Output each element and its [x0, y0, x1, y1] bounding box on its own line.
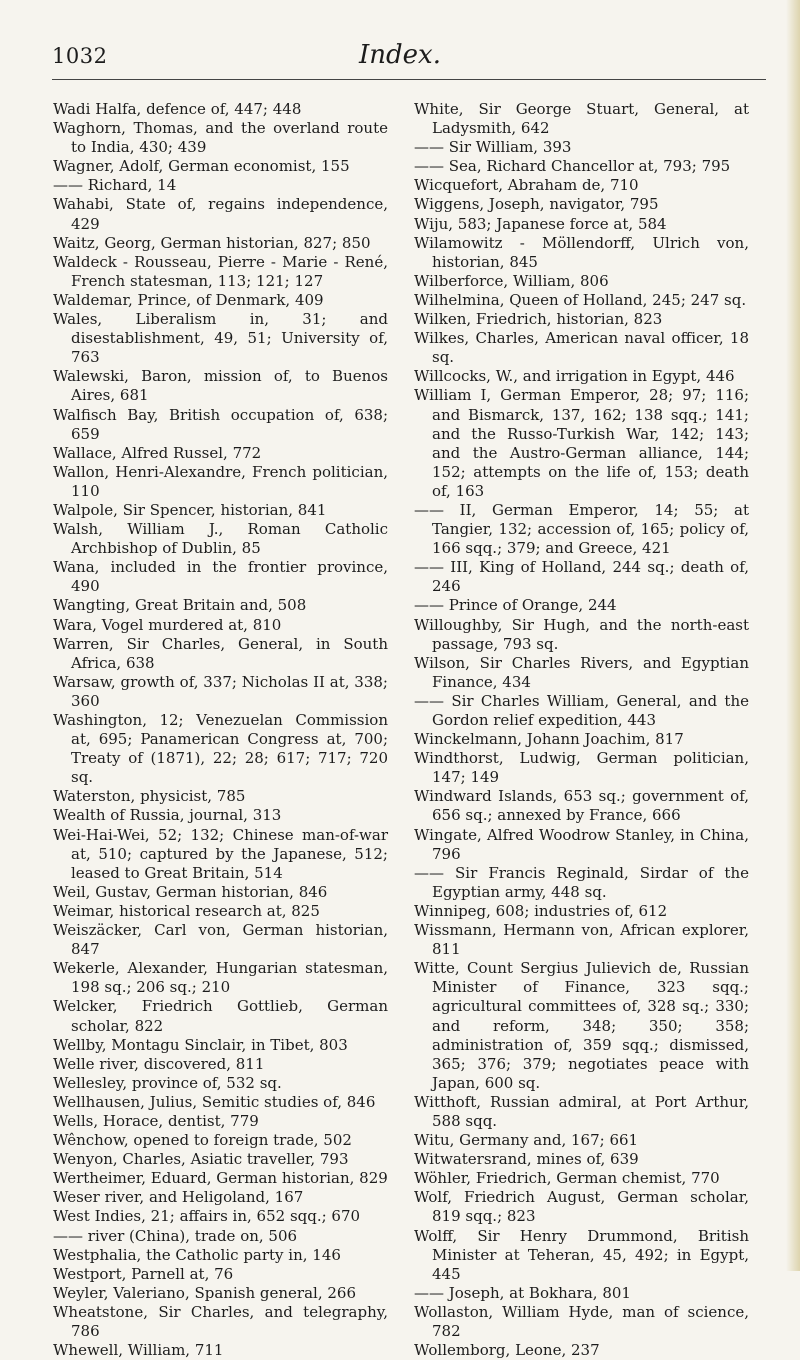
header-rule — [52, 79, 766, 80]
index-entry: Walewski, Baron, mission of, to Buenos Aires, 681 — [53, 367, 388, 405]
index-entry: Walfisch Bay, British occupation of, 638; 659 — [53, 405, 388, 443]
index-entry: Wênchow, opened to foreign trade, 502 — [53, 1131, 352, 1150]
index-entry: —— Richard, 14 — [53, 176, 177, 195]
index-entry: —— Sir William, 393 — [414, 138, 572, 157]
index-entry: Wertheimer, Eduard, German historian, 829 — [53, 1169, 388, 1188]
index-entry: Witte, Count Sergius Julievich de, Russian Minister of Finance, 323 sqq.; agricultural committees of, 328 sq.; 330; and reform, 348; 350; 358; administration of, 359 sqq.; dismissed, 365; 376; 379; negotiates peace with Japan, 600 sq. — [414, 959, 749, 1092]
index-entry: Walsh, William J., Roman Catholic Archbishop of Dublin, 85 — [53, 520, 388, 558]
index-entry: Wangting, Great Britain and, 508 — [53, 596, 307, 615]
index-entry: Wilhelmina, Queen of Holland, 245; 247 sq. — [414, 290, 747, 309]
index-entry: Witwatersrand, mines of, 639 — [414, 1150, 639, 1169]
index-entry: Wells, Horace, dentist, 779 — [53, 1111, 259, 1130]
index-entry: Welle river, discovered, 811 — [53, 1054, 265, 1073]
index-entry: Wana, included in the frontier province, 490 — [53, 558, 388, 596]
index-entry: White, Sir George Stuart, General, at Ladysmith, 642 — [414, 100, 749, 138]
index-entry: Wara, Vogel murdered at, 810 — [53, 615, 282, 634]
index-entry: Waitz, Georg, German historian, 827; 850 — [53, 233, 371, 252]
index-entry: Witu, Germany and, 167; 661 — [414, 1131, 639, 1150]
index-entry: Wheatstone, Sir Charles, and telegraphy, 786 — [53, 1302, 388, 1340]
index-entry: Waterston, physicist, 785 — [53, 787, 246, 806]
index-entry: Warsaw, growth of, 337; Nicholas II at, 338; 360 — [53, 672, 388, 710]
index-entry: —— Prince of Orange, 244 — [414, 596, 617, 615]
index-column-right — [414, 100, 749, 1360]
index-entry: Westport, Parnell at, 76 — [53, 1264, 234, 1283]
index-column-left — [53, 100, 388, 1360]
index-entry: Wöhler, Friedrich, German chemist, 770 — [414, 1169, 720, 1188]
index-entry: —— river (China), trade on, 506 — [53, 1226, 298, 1245]
page-number: 1032 — [52, 44, 108, 68]
index-entry: Wealth of Russia, journal, 313 — [53, 806, 282, 825]
index-entry: Whewell, William, 711 — [53, 1341, 224, 1360]
index-entry: Winnipeg, 608; industries of, 612 — [414, 901, 668, 920]
index-entry: Wilken, Friedrich, historian, 823 — [414, 310, 663, 329]
index-entry: —— Sir Charles William, General, and the Gordon relief expedition, 443 — [414, 691, 749, 729]
index-entry: —— Joseph, at Bokhara, 801 — [414, 1283, 631, 1302]
index-entry: —— Sir Francis Reginald, Sirdar of the Egyptian army, 448 sq. — [414, 863, 749, 901]
index-entry: Wilkes, Charles, American naval officer, 18 sq. — [414, 329, 749, 367]
index-entry: Wadi Halfa, defence of, 447; 448 — [53, 100, 302, 118]
index-entry: Wellby, Montagu Sinclair, in Tibet, 803 — [53, 1035, 348, 1054]
index-entry: Wiggens, Joseph, navigator, 795 — [414, 195, 659, 214]
index-entry: —— Sea, Richard Chancellor at, 793; 795 — [414, 157, 731, 176]
index-entry: Wollaston, William Hyde, man of science, 782 — [414, 1302, 749, 1340]
index-entry: William I, German Emperor, 28; 97; 116; and Bismarck, 137, 162; 138 sqq.; 141; and the Russo-Turkish War, 142; 143; and the Austro-German alliance, 144; 152; attempts on the life of, 153; death of, 163 — [414, 386, 749, 500]
index-entry: Weyler, Valeriano, Spanish general, 266 — [53, 1283, 356, 1302]
index-entry: Wallon, Henri-Alexandre, French politician, 110 — [53, 462, 388, 500]
index-entry: West Indies, 21; affairs in, 652 sqq.; 670 — [53, 1207, 361, 1226]
index-entry: Waghorn, Thomas, and the overland route to India, 430; 439 — [53, 119, 388, 157]
index-entry: —— III, King of Holland, 244 sq.; death of, 246 — [414, 558, 749, 596]
index-entry: Warren, Sir Charles, General, in South Africa, 638 — [53, 634, 388, 672]
index-entry: Windthorst, Ludwig, German politician, 147; 149 — [414, 749, 749, 787]
index-entry: —— II, German Emperor, 14; 55; at Tangier, 132; accession of, 165; policy of, 166 sqq.; 379; and Greece, 421 — [414, 500, 749, 558]
index-entry: Wagner, Adolf, German economist, 155 — [53, 157, 350, 176]
index-entry: Wissmann, Hermann von, African explorer, 811 — [414, 921, 749, 959]
index-entry: Witthoft, Russian admiral, at Port Arthur, 588 sqq. — [414, 1092, 749, 1130]
index-entry: Wahabi, State of, regains independence, 429 — [53, 195, 388, 233]
index-entry: Waldemar, Prince, of Denmark, 409 — [53, 290, 324, 309]
index-entry: Willcocks, W., and irrigation in Egypt, 446 — [414, 367, 735, 386]
index-entry: Wilson, Sir Charles Rivers, and Egyptian Finance, 434 — [414, 653, 749, 691]
page-edge-shadow — [786, 0, 800, 1271]
index-entry: Wallace, Alfred Russel, 772 — [53, 443, 262, 462]
index-entry: Winckelmann, Johann Joachim, 817 — [414, 730, 684, 749]
index-entry: Wei-Hai-Wei, 52; 132; Chinese man-of-war at, 510; captured by the Japanese, 512; leased to Great Britain, 514 — [53, 825, 388, 882]
index-entry: Westphalia, the Catholic party in, 146 — [53, 1245, 341, 1264]
index-entry: Wiju, 583; Japanese force at, 584 — [414, 214, 667, 233]
index-entry: Weil, Gustav, German historian, 846 — [53, 882, 328, 901]
index-entry: Wilamowitz - Möllendorff, Ulrich von, historian, 845 — [414, 233, 749, 271]
index-entry: Wolff, Sir Henry Drummond, British Minister at Teheran, 45, 492; in Egypt, 445 — [414, 1226, 749, 1283]
index-entry: Wenyon, Charles, Asiatic traveller, 793 — [53, 1150, 349, 1169]
index-entry: Wolf, Friedrich August, German scholar, 819 sqq.; 823 — [414, 1188, 749, 1226]
index-entry: Wellhausen, Julius, Semitic studies of, 846 — [53, 1092, 376, 1111]
index-entry: Wollemborg, Leone, 237 — [414, 1341, 600, 1360]
index-entry: Wingate, Alfred Woodrow Stanley, in China, 796 — [414, 825, 749, 863]
index-entry: Welcker, Friedrich Gottlieb, German scholar, 822 — [53, 997, 388, 1035]
index-entry: Wicquefort, Abraham de, 710 — [414, 176, 639, 195]
index-entry: Wilberforce, William, 806 — [414, 271, 609, 290]
page-title: Index. — [359, 40, 441, 70]
index-entry: Waldeck - Rousseau, Pierre - Marie - René, French statesman, 113; 121; 127 — [53, 252, 388, 290]
index-entry: Wekerle, Alexander, Hungarian statesman, 198 sq.; 206 sq.; 210 — [53, 959, 388, 997]
index-entry: Windward Islands, 653 sq.; government of, 656 sq.; annexed by France, 666 — [414, 787, 749, 825]
index-entry: Weimar, historical research at, 825 — [53, 901, 320, 920]
index-entry: Willoughby, Sir Hugh, and the north-east passage, 793 sq. — [414, 615, 749, 653]
index-entry: Weser river, and Heligoland, 167 — [53, 1188, 304, 1207]
index-entry: Washington, 12; Venezuelan Commission at, 695; Panamerican Congress at, 700; Treaty of (1871), 22; 28; 617; 717; 720 sq. — [53, 711, 388, 787]
index-entry: Wellesley, province of, 532 sq. — [53, 1073, 282, 1092]
index-entry: Walpole, Sir Spencer, historian, 841 — [53, 500, 327, 519]
index-entry: Weiszäcker, Carl von, German historian, 847 — [53, 921, 388, 959]
index-entry: Wales, Liberalism in, 31; and disestablishment, 49, 51; University of, 763 — [53, 310, 388, 367]
